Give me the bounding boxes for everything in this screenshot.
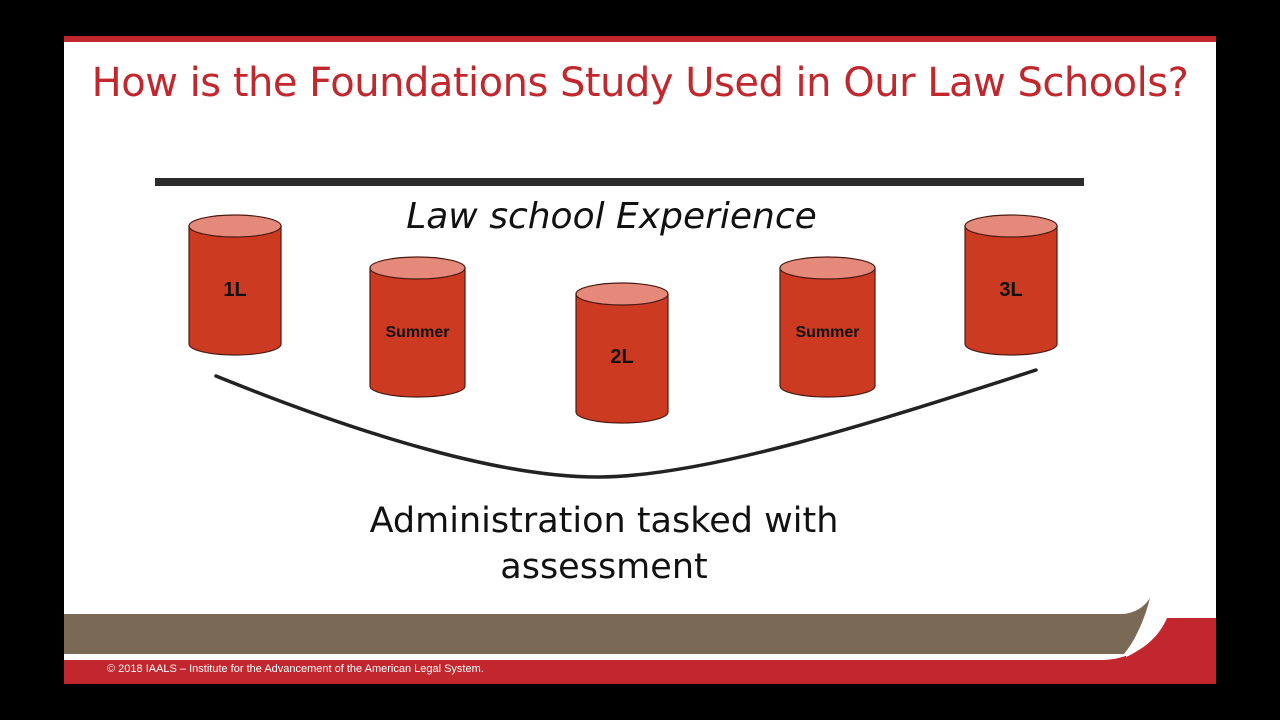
admin-caption [364,498,844,590]
slide [64,36,1216,684]
slide-title: How is the Foundations Study Used in Our Law Schools? [91,60,1189,106]
stage-label: Summer [795,324,860,341]
stage-label: 2L [610,346,634,368]
experience-label: Law school Experience [406,196,817,237]
stage-label: 3L [999,279,1023,301]
copyright-text: © 2018 IAALS – Institute for the Advancement of the American Legal System. [107,663,484,675]
admin-line-1: Administration tasked with [369,501,839,541]
stage-label: 1L [223,279,247,301]
admin-line-2: assessment [500,547,708,587]
stage-label: Summer [385,324,450,341]
